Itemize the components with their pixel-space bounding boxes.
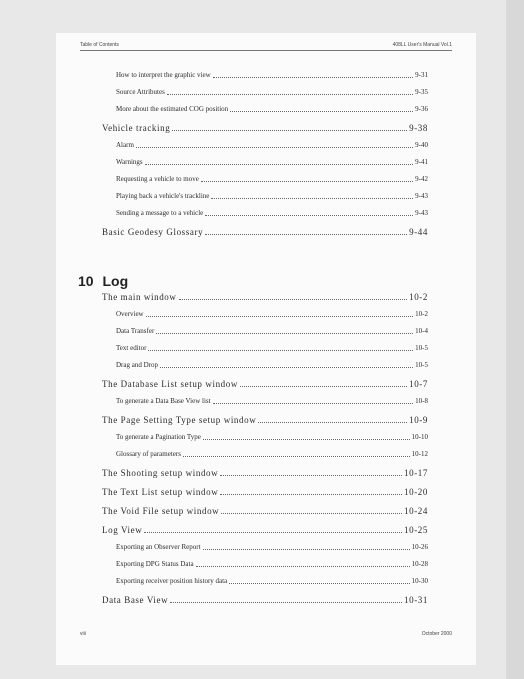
chapter-title: Log	[102, 273, 129, 289]
toc-entry-sub	[116, 327, 428, 335]
page-header	[80, 42, 452, 51]
toc-entry-main	[102, 292, 428, 302]
toc-leader-dots	[167, 94, 413, 95]
toc-leader-dots	[221, 513, 402, 514]
toc-entry-label: Exporting receiver position history data	[116, 577, 228, 585]
toc-entry-label: To generate a Data Base View list	[116, 397, 211, 405]
toc-entry-main	[102, 506, 428, 516]
toc-leader-dots	[156, 333, 413, 334]
toc-entry-page: 10-30	[411, 577, 428, 585]
toc-entry-main	[102, 487, 428, 497]
toc-entry-sub	[116, 577, 428, 585]
toc-entry-page: 9-35	[415, 88, 428, 96]
toc-entry-sub	[116, 450, 428, 458]
toc-entry-sub	[116, 175, 428, 183]
toc-entry-page: 10-2	[409, 292, 428, 302]
toc-entry-label: Overview	[116, 310, 144, 318]
toc-entry-label: The Database List setup window	[102, 379, 238, 389]
toc-entry-page: 10-9	[409, 415, 428, 425]
toc-leader-dots	[160, 367, 413, 368]
toc-entry-page: 10-10	[411, 433, 428, 441]
toc-entry-label: Exporting DPG Status Data	[116, 560, 194, 568]
toc-entry-page: 9-38	[409, 123, 428, 133]
toc-leader-dots	[211, 198, 413, 199]
toc-leader-dots	[205, 234, 407, 235]
toc-entry-page: 9-43	[415, 192, 428, 200]
toc-leader-dots	[196, 566, 410, 567]
toc-entry-main	[102, 525, 428, 535]
toc-entry-page: 9-42	[415, 175, 428, 183]
toc-entry-sub	[116, 141, 428, 149]
toc-leader-dots	[170, 602, 402, 603]
toc-entry-sub	[116, 433, 428, 441]
toc-entry-label: Warnings	[116, 158, 143, 166]
toc-entry-page: 9-36	[415, 105, 428, 113]
toc-entry-label: Glossary of parameters	[116, 450, 181, 458]
document-page	[56, 33, 476, 665]
toc-entry-label: Vehicle tracking	[102, 123, 171, 133]
toc-entry-sub	[116, 105, 428, 113]
toc-leader-dots	[220, 475, 402, 476]
toc-entry-label: Data Transfer	[116, 327, 155, 335]
toc-entry-page: 9-40	[415, 141, 428, 149]
toc-entry-page: 10-17	[404, 468, 428, 478]
chapter-number: 10	[78, 273, 94, 289]
toc-leader-dots	[220, 494, 402, 495]
toc-entry-label: Text editor	[116, 344, 147, 352]
toc-entry-page: 9-43	[415, 209, 428, 217]
toc-entry-page: 10-31	[404, 595, 428, 605]
toc-entry-page: 9-44	[409, 227, 428, 237]
toc-entry-main	[102, 227, 428, 237]
toc-entry-label: Alarm	[116, 141, 134, 149]
toc-leader-dots	[179, 299, 408, 300]
toc-entry-label: Requesting a vehicle to move	[116, 175, 199, 183]
toc-entry-label: The main window	[102, 292, 177, 302]
toc-entry-main	[102, 468, 428, 478]
page-number: viii	[80, 631, 86, 637]
toc-entry-page: 10-24	[404, 506, 428, 516]
toc-entry-page: 10-25	[404, 525, 428, 535]
toc-entry-label: Playing back a vehicle's trackline	[116, 192, 210, 200]
toc-entry-sub	[116, 192, 428, 200]
toc-entry-label: The Shooting setup window	[102, 468, 219, 478]
toc-entry-page: 10-2	[415, 310, 428, 318]
toc-entry-page: 10-26	[411, 543, 428, 551]
toc-entry-label: Exporting an Observer Report	[116, 543, 201, 551]
toc-leader-dots	[229, 583, 409, 584]
toc-leader-dots	[203, 549, 410, 550]
toc-entry-label: The Text List setup window	[102, 487, 219, 497]
header-section-title: Table of Contents	[80, 42, 119, 48]
toc-entry-sub	[116, 88, 428, 96]
toc-entry-page: 10-20	[404, 487, 428, 497]
toc-entry-label: How to interpret the graphic view	[116, 71, 211, 79]
toc-entry-page: 9-31	[415, 71, 428, 79]
toc-entry-main	[102, 595, 428, 605]
toc-leader-dots	[145, 164, 414, 165]
toc-leader-dots	[148, 350, 413, 351]
toc-entry-page: 10-28	[411, 560, 428, 568]
toc-entry-page: 10-7	[409, 379, 428, 389]
toc-entry-main	[102, 123, 428, 133]
toc-entry-sub	[116, 361, 428, 369]
toc-leader-dots	[203, 439, 410, 440]
publication-date: October 2000	[421, 631, 452, 637]
toc-entry-page: 10-4	[415, 327, 428, 335]
toc-entry-page: 10-5	[415, 361, 428, 369]
toc-entry-page: 10-12	[411, 450, 428, 458]
toc-leader-dots	[213, 77, 413, 78]
toc-entry-sub	[116, 158, 428, 166]
toc-entry-page: 9-41	[415, 158, 428, 166]
toc-entry-label: More about the estimated COG position	[116, 105, 229, 113]
toc-leader-dots	[136, 147, 413, 148]
header-manual-title: 408LL User's Manual Vol.1	[392, 42, 452, 48]
toc-entry-sub	[116, 560, 428, 568]
toc-entry-main	[102, 379, 428, 389]
toc-entry-sub	[116, 310, 428, 318]
toc-entry-label: Source Attributes	[116, 88, 165, 96]
toc-entry-sub	[116, 397, 428, 405]
toc-entry-sub	[116, 344, 428, 352]
toc-entry-sub	[116, 209, 428, 217]
toc-entry-label: Basic Geodesy Glossary	[102, 227, 204, 237]
toc-entry-page: 10-8	[415, 397, 428, 405]
toc-entry-label: Drag and Drop	[116, 361, 158, 369]
page-edge-shadow	[506, 0, 524, 679]
toc-entry-label: To generate a Pagination Type	[116, 433, 201, 441]
toc-entry-label: The Page Setting Type setup window	[102, 415, 257, 425]
toc-entry-sub	[116, 71, 428, 79]
toc-leader-dots	[144, 532, 402, 533]
toc-leader-dots	[240, 386, 407, 387]
toc-leader-dots	[230, 111, 413, 112]
toc-entry-page: 10-5	[415, 344, 428, 352]
toc-entry-label: Log View	[102, 525, 143, 535]
toc-leader-dots	[183, 456, 410, 457]
chapter-heading	[78, 273, 128, 289]
toc-entry-label: Sending a message to a vehicle	[116, 209, 204, 217]
toc-leader-dots	[146, 316, 414, 317]
toc-leader-dots	[258, 422, 407, 423]
toc-entry-sub	[116, 543, 428, 551]
toc-entry-label: The Void File setup window	[102, 506, 220, 516]
toc-entry-main	[102, 415, 428, 425]
toc-leader-dots	[172, 130, 407, 131]
page-footer	[80, 631, 452, 637]
toc-leader-dots	[205, 215, 413, 216]
toc-leader-dots	[201, 181, 413, 182]
toc-entry-label: Data Base View	[102, 595, 169, 605]
toc-leader-dots	[213, 403, 414, 404]
